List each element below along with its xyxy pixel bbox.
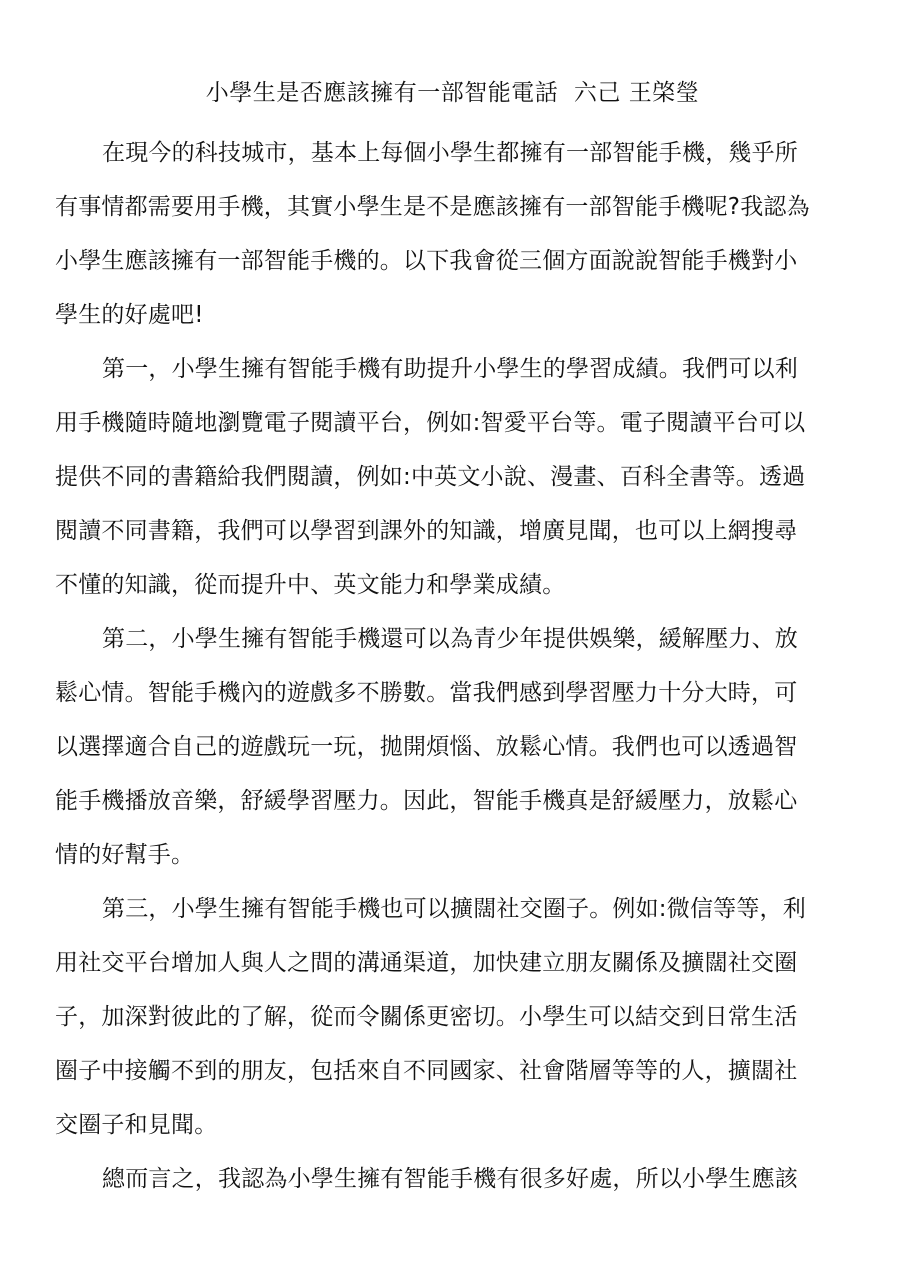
paragraph-1-line-1: 在現今的科技城市，基本上每個小學生都擁有一部智能手機，幾乎所 [102,140,798,166]
document-title: 小學生是否應該擁有一部智能電話 六己 王棨瑩 [205,80,700,106]
paragraph-3-line-3: 以選擇適合自己的遊戲玩一玩，拋開煩惱、放鬆心情。我們也可以透過智 [55,734,798,760]
paragraph-3-line-4: 能手機播放音樂，舒緩學習壓力。因此，智能手機真是舒緩壓力，放鬆心 [55,788,798,814]
paragraph-2-line-3: 提供不同的書籍給我們閱讀，例如:中英文小說、漫畫、百科全書等。透過 [55,464,806,490]
paragraph-4-line-4: 圈子中接觸不到的朋友，包括來自不同國家、社會階層等等的人，擴闊社 [55,1058,798,1084]
paragraph-4-line-1: 第三，小學生擁有智能手機也可以擴闊社交圈子。例如:微信等等，利 [102,896,806,922]
paragraph-1-line-2: 有事情都需要用手機，其實小學生是不是應該擁有一部智能手機呢?我認為 [55,194,810,220]
paragraph-5-line-1: 總而言之，我認為小學生擁有智能手機有很多好處，所以小學生應該 [102,1166,798,1192]
paragraph-4-line-3: 子，加深對彼此的了解，從而令關係更密切。小學生可以結交到日常生活 [55,1004,798,1030]
paragraph-2-line-1: 第一，小學生擁有智能手機有助提升小學生的學習成績。我們可以利 [102,356,798,382]
document-body [55,126,850,1206]
paragraph-4-line-2: 用社交平台增加人與人之間的溝通渠道，加快建立朋友關係及擴闊社交圈 [55,950,798,976]
paragraph-2-line-4: 閱讀不同書籍，我們可以學習到課外的知識，增廣見聞，也可以上網搜尋 [55,518,798,544]
paragraph-3-line-5: 情的好幫手。 [55,842,195,868]
paragraph-2-line-5: 不懂的知識，從而提升中、英文能力和學業成績。 [55,572,566,598]
paragraph-3-line-1: 第二，小學生擁有智能手機還可以為青少年提供娛樂，緩解壓力、放 [102,626,798,652]
paragraph-3-line-2: 鬆心情。智能手機內的遊戲多不勝數。當我們感到學習壓力十分大時，可 [55,680,798,706]
paragraph-2-line-2: 用手機隨時隨地瀏覽電子閱讀平台，例如:智愛平台等。電子閱讀平台可以 [55,410,806,436]
paragraph-1-line-3: 小學生應該擁有一部智能手機的。以下我會從三個方面說說智能手機對小 [55,248,798,274]
paragraph-4-line-5: 交圈子和見聞。 [55,1112,218,1138]
paragraph-1-line-4: 學生的好處吧! [55,302,204,328]
